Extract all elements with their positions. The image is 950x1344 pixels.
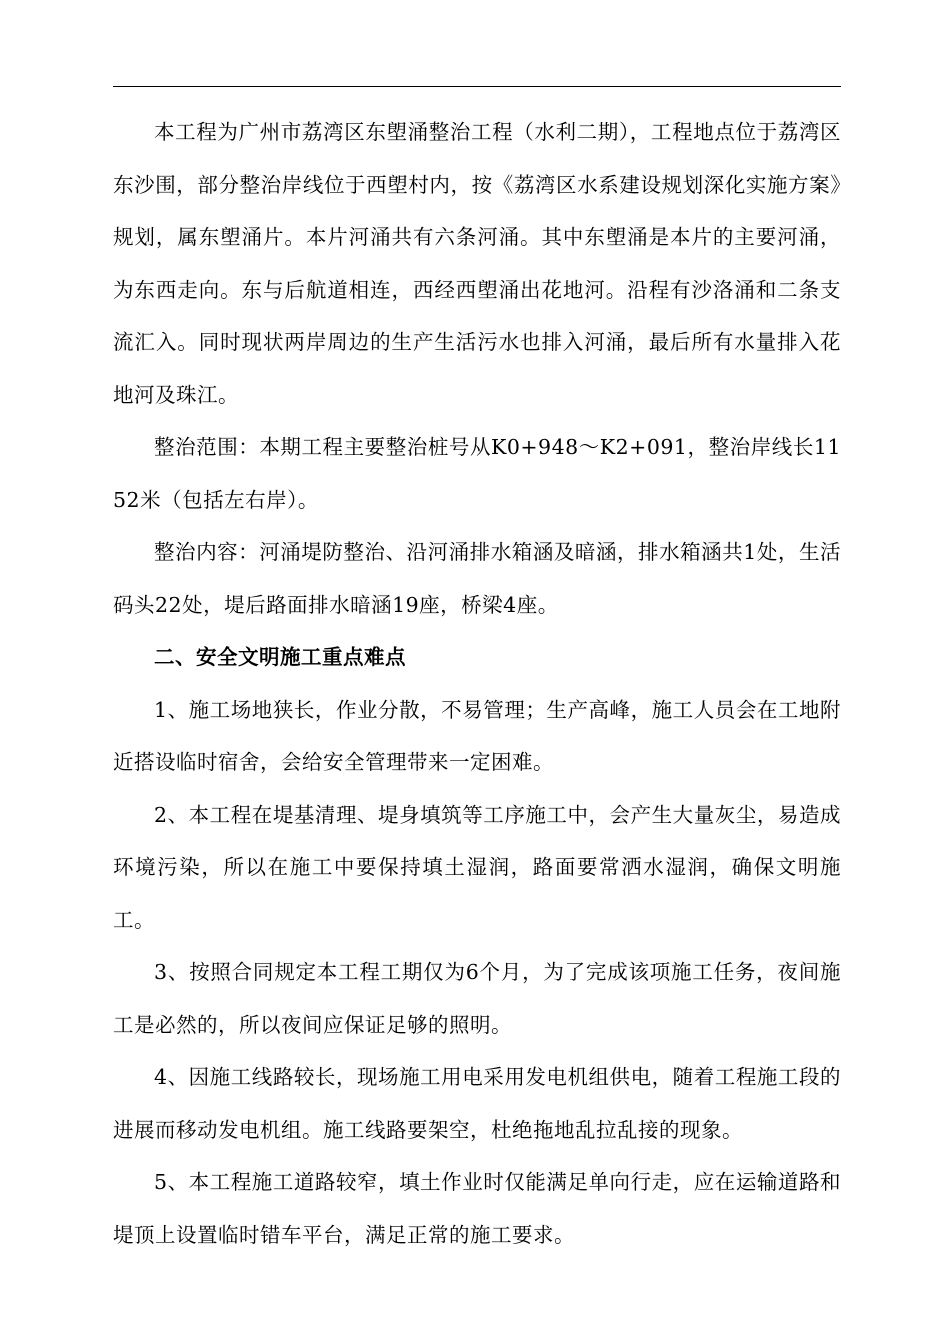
header-rule bbox=[113, 86, 841, 87]
section-heading: 二、安全文明施工重点难点 bbox=[154, 645, 406, 669]
list-item: 4、因施工线路较长，现场施工用电采用发电机组供电，随着工程施工段的进展而移动发电机组。施工线路要架空，杜绝拖地乱拉乱接的现象。 bbox=[113, 1065, 841, 1142]
list-item: 1、施工场地狭长，作业分散，不易管理；生产高峰，施工人员会在工地附近搭设临时宿舍，会给安全管理带来一定困难。 bbox=[113, 697, 841, 774]
scope-paragraph: 整治范围：本期工程主要整治桩号从K0+948～K2+091，整治岸线长1152米（包括左右岸）。 bbox=[113, 435, 841, 512]
intro-paragraph: 本工程为广州市荔湾区东塱涌整治工程（水利二期），工程地点位于荔湾区东沙围，部分整治岸线位于西塱村内，按《荔湾区水系建设规划深化实施方案》规划，属东塱涌片。本片河涌共有六条河涌。其中东塱涌是本片的主要河涌，为东西走向。东与后航道相连，西经西塱涌出花地河。沿程有沙洛涌和二条支流汇入。同时现状两岸周边的生产生活污水也排入河涌，最后所有水量排入花地河及珠江。 bbox=[113, 120, 841, 407]
list-item: 2、本工程在堤基清理、堤身填筑等工序施工中，会产生大量灰尘，易造成环境污染，所以在施工中要保持填土湿润，路面要常洒水湿润，确保文明施工。 bbox=[113, 802, 841, 932]
list-item: 3、按照合同规定本工程工期仅为6个月，为了完成该项施工任务，夜间施工是必然的，所以夜间应保证足够的照明。 bbox=[113, 960, 841, 1037]
list-item: 5、本工程施工道路较窄，填土作业时仅能满足单向行走，应在运输道路和堤顶上设置临时错车平台，满足正常的施工要求。 bbox=[113, 1170, 841, 1247]
document-body bbox=[113, 106, 841, 1261]
content-paragraph: 整治内容：河涌堤防整治、沿河涌排水箱涵及暗涵，排水箱涵共1处，生活码头22处，堤后路面排水暗涵19座，桥梁4座。 bbox=[113, 540, 841, 617]
